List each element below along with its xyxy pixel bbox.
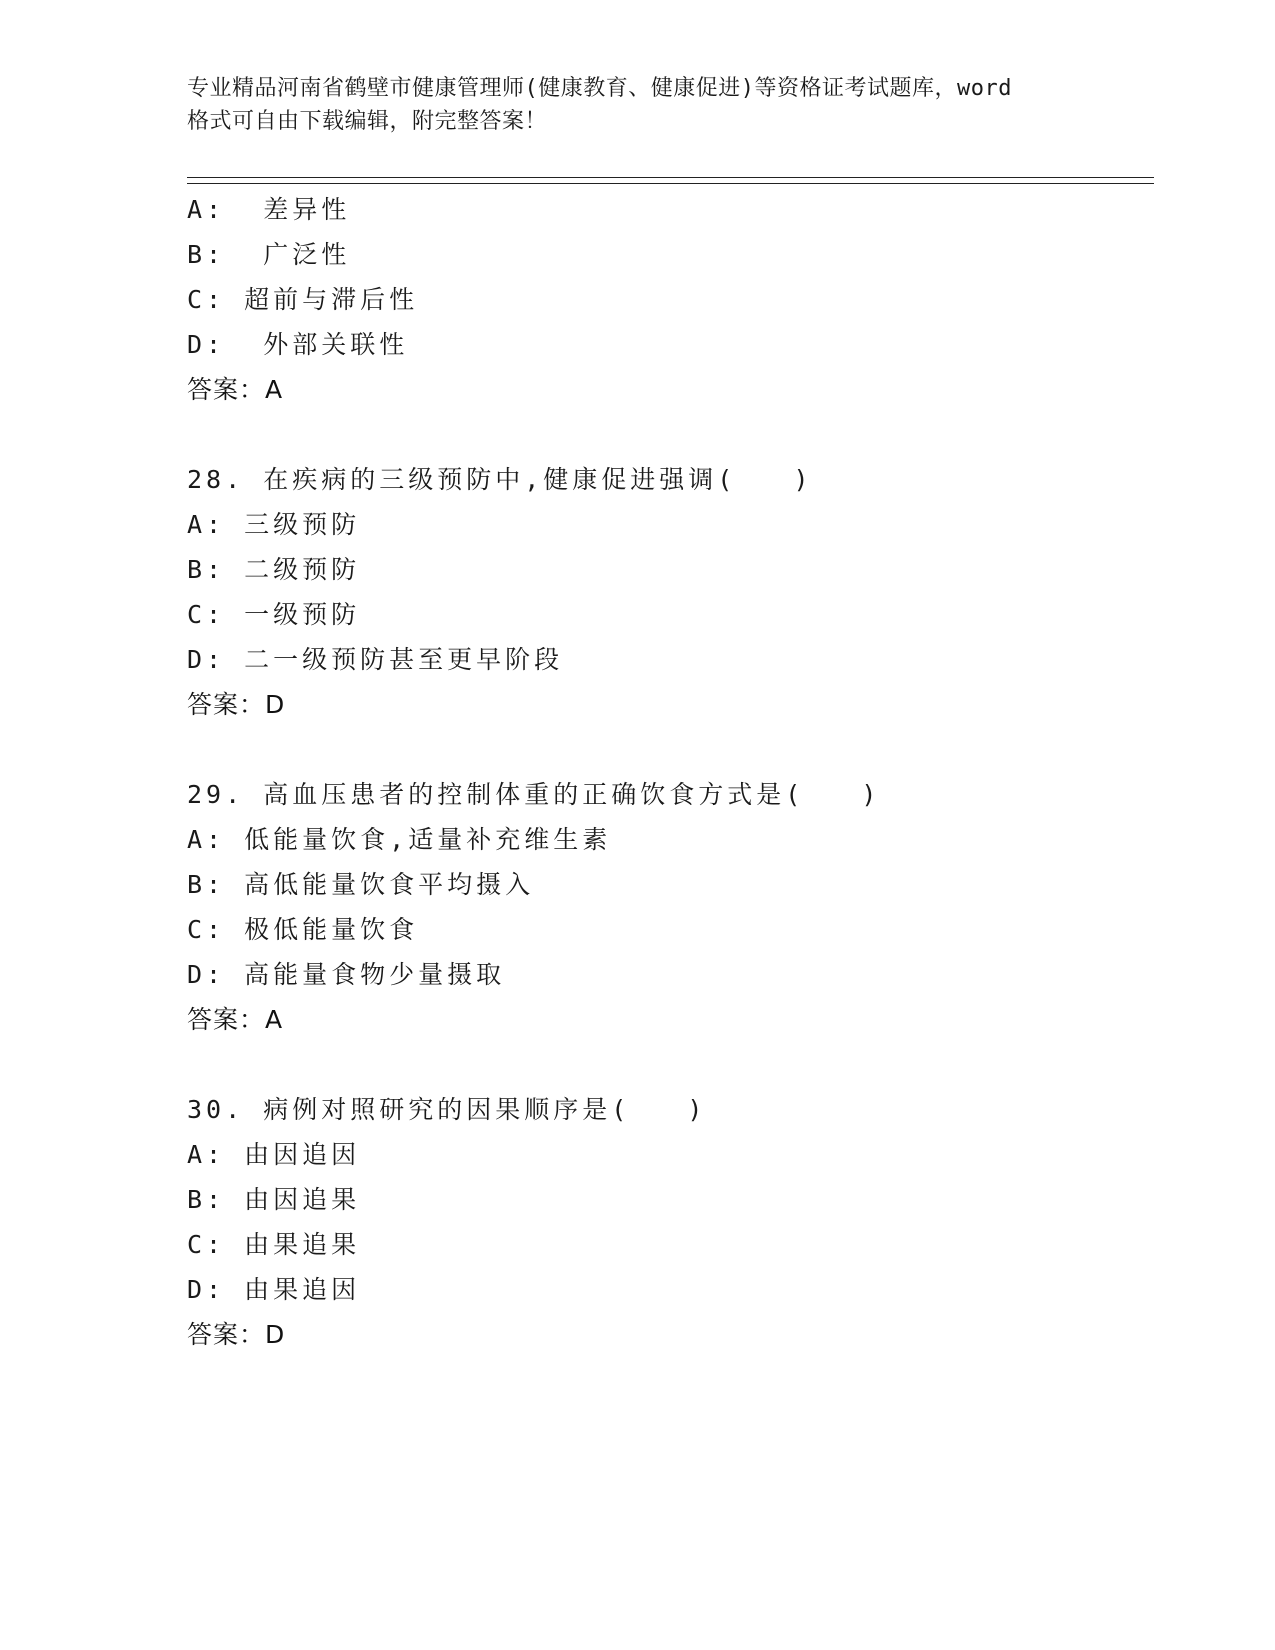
option-a: A: 三级预防 (187, 510, 361, 539)
header-rule-top (187, 177, 1154, 178)
option-d: D: 外部关联性 (187, 330, 409, 359)
header-line-2: 格式可自由下载编辑，附完整答案！ (187, 109, 548, 134)
option-a: A: 差异性 (187, 195, 351, 224)
option-b: B: 二级预防 (187, 555, 361, 584)
header-line-1: 专业精品河南省鹤壁市健康管理师(健康教育、健康促进)等资格证考试题库，word (187, 76, 1012, 101)
option-d: D: 二一级预防甚至更早阶段 (187, 645, 564, 674)
question-28: 28. 在疾病的三级预防中,健康促进强调( ) (187, 465, 813, 494)
option-d: D: 高能量食物少量摄取 (187, 960, 506, 989)
option-b: B: 高低能量饮食平均摄入 (187, 870, 535, 899)
option-a: A: 由因追因 (187, 1140, 361, 1169)
option-d: D: 由果追因 (187, 1275, 361, 1304)
option-b: B: 广泛性 (187, 240, 351, 269)
question-30: 30. 病例对照研究的因果顺序是( ) (187, 1095, 707, 1124)
option-c: C: 超前与滞后性 (187, 285, 419, 314)
answer: 答案：D (187, 1320, 286, 1349)
page-header (187, 72, 1087, 138)
question-29: 29. 高血压患者的控制体重的正确饮食方式是( ) (187, 780, 881, 809)
option-c: C: 一级预防 (187, 600, 361, 629)
answer: 答案：A (187, 1005, 284, 1034)
option-b: B: 由因追果 (187, 1185, 361, 1214)
option-c: C: 极低能量饮食 (187, 915, 419, 944)
answer: 答案：D (187, 690, 286, 719)
option-c: C: 由果追果 (187, 1230, 361, 1259)
option-a: A: 低能量饮食,适量补充维生素 (187, 825, 612, 854)
answer: 答案：A (187, 375, 284, 404)
header-rule-bottom (187, 183, 1154, 184)
